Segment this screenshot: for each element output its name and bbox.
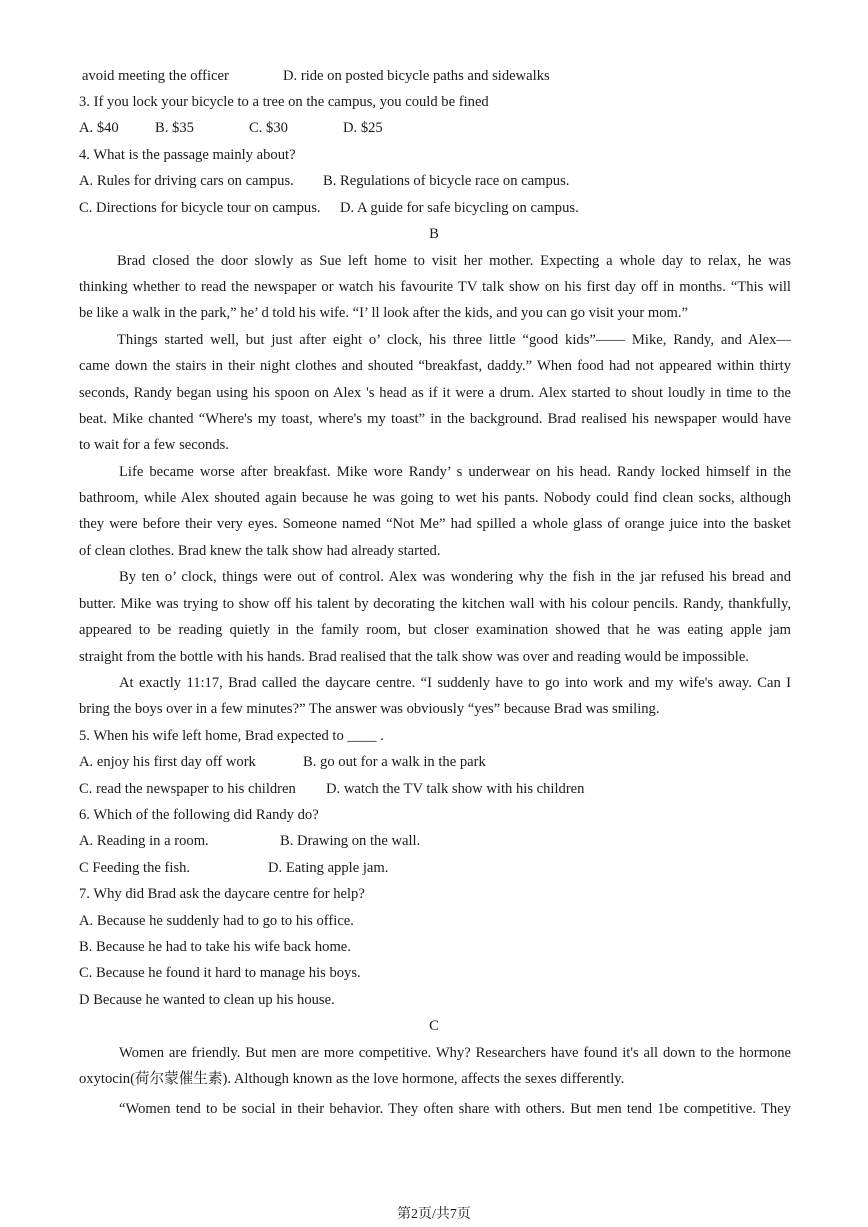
q7-option-c: C. Because he found it hard to manage his boys. — [79, 965, 361, 981]
b-p1-line: be like a walk in the park,” he’ d told his wife. “I’ ll look after the kids, and you can go visit your mom.” — [79, 305, 688, 321]
b-p5-line: At exactly 11:17, Brad called the daycare centre. “I suddenly have to go into work and my wife's away. Can I — [119, 675, 791, 691]
b-p5-line: bring the boys over in a few minutes?” The answer was obviously “yes” because Brad was smiling. — [79, 701, 660, 717]
q7-option-a: A. Because he suddenly had to go to his office. — [79, 913, 354, 929]
b-p4-line: appeared to be reading quietly in the family room, but closer examination showed that he was eating apple jam — [79, 622, 791, 638]
q3-option-a: A. $40 — [79, 120, 119, 136]
q7-option-b: B. Because he had to take his wife back home. — [79, 939, 351, 955]
q5-option-d: D. watch the TV talk show with his children — [326, 781, 585, 797]
b-p1-line: Brad closed the door slowly as Sue left home to visit her mother. Expecting a whole day to relax, he was — [117, 253, 791, 269]
c-p1-line: Women are friendly. But men are more competitive. Why? Researchers have found it's all down to the hormone — [119, 1045, 791, 1061]
q6-option-a: A. Reading in a room. — [79, 833, 209, 849]
q4-option-c: C. Directions for bicycle tour on campus. — [79, 200, 321, 216]
q4-option-a: A. Rules for driving cars on campus. — [79, 173, 294, 189]
q4-option-b: B. Regulations of bicycle race on campus. — [323, 173, 570, 189]
q6-option-c: C Feeding the fish. — [79, 860, 191, 876]
q3-option-b: B. $35 — [155, 120, 194, 136]
q7-option-d: D Because he wanted to clean up his house. — [79, 992, 335, 1008]
b-p4-line: By ten o’ clock, things were out of control. Alex was wondering why the fish in the jar refused his bread and — [119, 569, 791, 585]
q4-option-d: D. A guide for safe bicycling on campus. — [340, 200, 579, 216]
q7-question: 7. Why did Brad ask the daycare centre for help? — [79, 886, 365, 902]
page-number: 第2页/共7页 — [397, 1207, 471, 1222]
b-p4-line: straight from the bottle with his hands. Brad realised that the talk show was over and reading would be impossible. — [79, 649, 749, 665]
b-p2-line: Things started well, but just after eight o’ clock, his three little “good kids”—— Mike, Randy, and Alex— — [117, 332, 791, 348]
q4-question: 4. What is the passage mainly about? — [79, 147, 296, 163]
b-p3-line: of clean clothes. Brad knew the talk show had already started. — [79, 543, 441, 559]
q3-option-c: C. $30 — [249, 120, 288, 136]
section-c-heading: C — [429, 1018, 439, 1034]
q5-option-a: A. enjoy his first day off work — [79, 754, 256, 770]
q3-option-d: D. $25 — [343, 120, 383, 136]
b-p2-line: came down the stairs in their night clothes and shouted “breakfast, daddy.” When food had not appeared within thirty — [79, 358, 791, 374]
b-p4-line: butter. Mike was trying to show off his talent by decorating the kitchen wall with his colour pencils. Randy, thankfully, — [79, 596, 791, 612]
b-p1-line: thinking whether to read the newspaper or watch his favourite TV talk show on his first day off in months. “This will — [79, 279, 791, 295]
q2-option-d: D. ride on posted bicycle paths and sidewalks — [283, 68, 550, 84]
b-p2-line: to wait for a few seconds. — [79, 437, 229, 453]
q5-option-b: B. go out for a walk in the park — [303, 754, 486, 770]
b-p2-line: seconds, Randy began using his spoon on Alex 's head as if it were a drum. Alex started to shout loudly in time to the — [79, 385, 791, 401]
q6-option-d: D. Eating apple jam. — [268, 860, 389, 876]
q6-option-b: B. Drawing on the wall. — [280, 833, 421, 849]
section-b-heading: B — [429, 226, 439, 242]
b-p2-line: beat. Mike chanted “Where's my toast, where's my toast” in the background. Brad realised his newspaper would have — [79, 411, 791, 427]
b-p3-line: they were before their very eyes. Someone named “Not Me” had spilled a whole glass of orange juice into the basket — [79, 516, 791, 532]
q6-question: 6. Which of the following did Randy do? — [79, 807, 319, 823]
b-p3-line: bathroom, while Alex shouted again because he was going to wet his pants. Nobody could find clean socks, although — [79, 490, 791, 506]
q2-option-c-continued: avoid meeting the officer — [82, 68, 229, 84]
q3-question: 3. If you lock your bicycle to a tree on the campus, you could be fined — [79, 94, 489, 110]
c-p2-line: “Women tend to be social in their behavior. They often share with others. But men tend 1be competitive. They — [119, 1101, 791, 1117]
b-p3-line: Life became worse after breakfast. Mike wore Randy’ s underwear on his head. Randy locked himself in the — [119, 464, 791, 480]
q5-question: 5. When his wife left home, Brad expected to ____ . — [79, 728, 384, 744]
q5-option-c: C. read the newspaper to his children — [79, 781, 296, 797]
c-p1-line: oxytocin(荷尔蒙催生素). Although known as the love hormone, affects the sexes differently. — [79, 1071, 625, 1087]
